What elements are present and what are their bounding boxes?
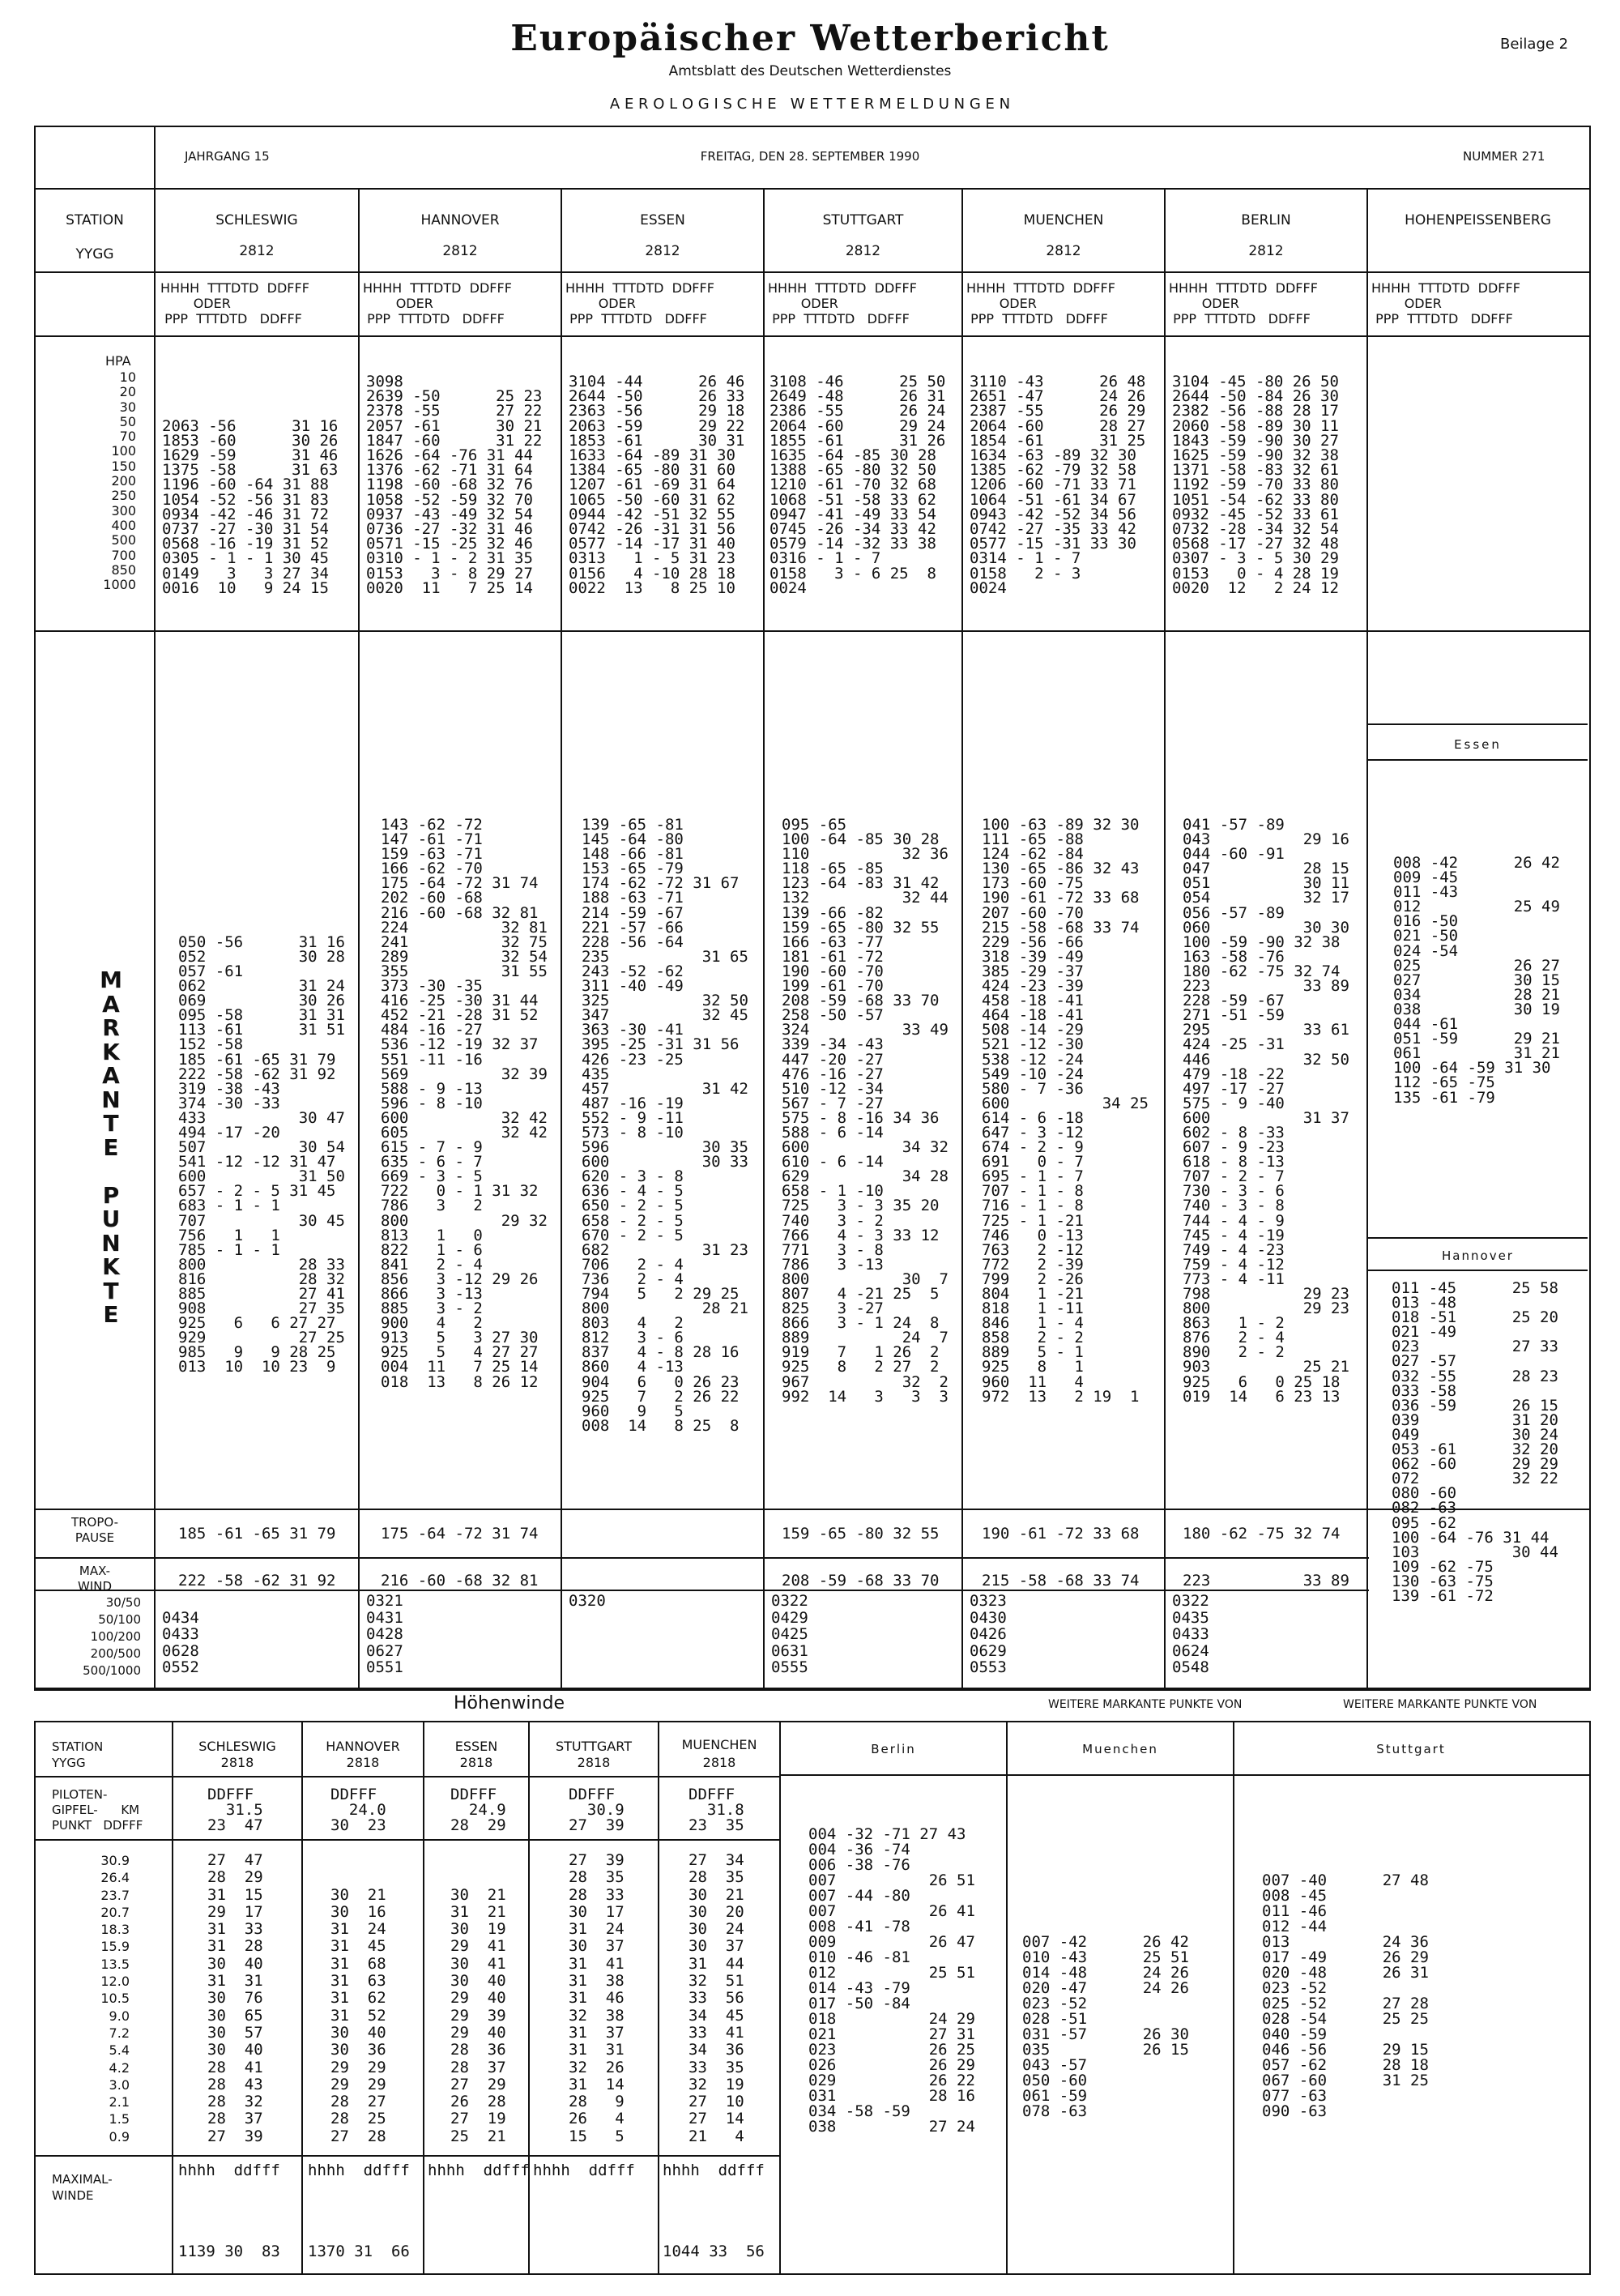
hpa-levels: 10 20 30 50 70 100 150 200 250 300 400 500 700 850 1000: [103, 369, 136, 593]
yygg-label: YYGG: [75, 246, 114, 262]
issue-date: FREITAG, DEN 28. SEPTEMBER 1990: [700, 149, 920, 164]
pilot-label: PILOTEN- GIPFEL- KM PUNKT DDFFF: [52, 1787, 143, 1833]
tropopause-value: 180 -62 -75 32 74: [1183, 1525, 1341, 1543]
layer-thickness: 0320: [569, 1592, 606, 1610]
wind-column-hannover: 30 21 30 16 31 24 31 45 31 68 31 63 31 62 31 52 30 40 30 36 29 29 29 29 28 27 28 25 27 28: [330, 1885, 386, 2145]
jahrgang: JAHRGANG 15: [185, 149, 270, 164]
extra-stuttgart-points: 007 -40 27 48 008 -45 011 -46 012 -44 013 24 36 017 -49 26 29 020 -48 26 31 023 -52 025 -52 27 28 028 -54 25 25 040 -59 046 -56 29 15 057 -62 28 18 067 -60 31 25 077 -63 090 -63: [1262, 1871, 1429, 2120]
further-points-label: WEITERE MARKANTE PUNKTE VON: [1343, 1698, 1537, 1711]
issue-number: NUMMER 271: [1463, 149, 1545, 164]
wind-column-essen: 30 21 31 21 30 19 29 41 30 41 30 40 29 40 29 39 29 40 28 36 28 37 27 29 26 28 27 19 25 21: [450, 1885, 506, 2145]
station-name: ESSEN: [640, 212, 685, 228]
station-yygg: 2812: [239, 243, 275, 259]
hannover-extra-points: 011 -45 25 58 013 -48 018 -51 25 20 021 -49 023 27 33 027 -57 032 -55 28 23 033 -58 036 -59 26 15 039 31 20 049 30 24 053 -61 32 20 062 -60 29 29 072 32 22 080 -60 082 -63 095 -62 100 -64 -76 31 44 103 30 44 109 -62 -75 130 -63 -75 139 -61 -72: [1392, 1279, 1558, 1605]
maxwinds-value: 1139 30 83: [178, 2243, 280, 2260]
hpa-label: HPA: [105, 353, 131, 369]
essen-extra-points: 008 -42 26 42 009 -45 011 -43 012 25 49 016 -50 021 -50 024 -54 025 26 27 027 30 15 034 28 21 038 30 19 044 -61 051 -59 29 21 061 31 21 100 -64 -59 31 30 112 -65 -75 135 -61 -79: [1393, 854, 1560, 1107]
markante-punkte-label: M A R K A N T E P U N K T E: [100, 967, 122, 1328]
winds-station-label: STATION YYGG: [52, 1739, 104, 1770]
extra-berlin-title: Berlin: [871, 1742, 916, 1756]
maxwinds-header: hhhh ddfff: [533, 2162, 635, 2179]
winds-station-name: MUENCHEN: [681, 1737, 757, 1752]
sig-points-hannover: 143 -62 -72 147 -61 -71 159 -63 -71 166 -62 -70 175 -64 -72 31 74 202 -60 -68 216 -60 -68 32 81 224 32 81 241 32 75 289 32 54 355 31 55 373 -30 -35 416 -25 -30 31 44 452 -21 -28 31 52 484 -16 -27 536 -12 -19 32 37 551 -11 -16 569 32 39 588 - 9 -13 596 - 8 -10 600 32 42 605 32 42 615 - 7 - 9 635 - 6 - 7 669 - 3 - 5 722 0 - 1 31 32 786 3 2 800 29 32 813 1 0 822 1 - 6 841 2 - 4 856 3 -12 29 26 866 3 -13 885 3 - 2 900 4 2 913 5 3 27 30 925 5 4 27 27 004 11 7 25 14 018 13 8 26 12: [381, 816, 548, 1391]
height-levels: 30.9 26.4 23.7 20.7 18.3 15.9 13.5 12.0 10.5 9.0 7.2 5.4 4.2 3.0 2.1 1.5 0.9: [100, 1853, 130, 2144]
extra-stuttgart-title: Stuttgart: [1376, 1742, 1446, 1756]
winds-station-yygg: 2818: [346, 1755, 380, 1770]
sig-points-berlin: 041 -57 -89 043 29 16 044 -60 -91 047 28 15 051 30 11 054 32 17 056 -57 -89 060 30 30 100 -59 -90 32 38 163 -58 -76 180 -62 -75 32 74 223 33 89 228 -59 -67 271 -51 -59 295 33 61 424 -25 -31 446 32 50 479 -18 -22 497 -17 -27 575 - 9 -40 600 31 37 602 - 8 -33 607 - 9 -23 618 - 8 -13 707 - 2 - 7 730 - 3 - 6 740 - 3 - 8 744 - 4 - 9 745 - 4 -19 749 - 4 -23 759 - 4 -12 773 - 4 -11 798 29 23 800 29 23 863 1 - 2 876 2 - 4 890 2 - 2 903 25 21 925 6 0 25 18 019 14 6 23 13: [1183, 816, 1349, 1406]
column-header: HHHH TTTDTD DDFFF ODER PPP TTTDTD DDFFF: [1371, 280, 1520, 326]
tropopause-value: 159 -65 -80 32 55: [782, 1525, 940, 1543]
layer-thickness: 0322 0429 0425 0631 0555: [771, 1592, 808, 1676]
maxwinds-value: 1370 31 66: [308, 2243, 410, 2260]
tropopause-label: TROPO- PAUSE: [70, 1515, 119, 1545]
winds-station-yygg: 2818: [459, 1755, 493, 1770]
maxwind-value: 223 33 89: [1183, 1572, 1349, 1590]
maxwind-label: MAX- WIND: [77, 1564, 113, 1594]
column-header: HHHH TTTDTD DDFFF ODER PPP TTTDTD DDFFF: [565, 280, 714, 326]
layer-thickness: 0321 0431 0428 0627 0551: [366, 1592, 403, 1676]
column-header: HHHH TTTDTD DDFFF ODER PPP TTTDTD DDFFF: [768, 280, 917, 326]
beilage-label: Beilage 2: [1500, 36, 1569, 53]
extra-muenchen-points: 007 -42 26 42 010 -43 25 51 014 -48 24 26 020 -47 24 26 023 -52 028 -51 031 -57 26 30 035 26 15 043 -57 050 -60 061 -59 078 -63: [1022, 1933, 1189, 2120]
page-subtitle: Amtsblatt des Deutschen Wetterdienstes: [668, 63, 952, 79]
extra-berlin-points: 004 -32 -71 27 43 004 -36 -74 006 -38 -76 007 26 51 007 -44 -80 007 26 41 008 -41 -78 009 26 47 010 -46 -81 012 25 51 014 -43 -79 017 -50 -84 018 24 29 021 27 31 023 26 25 026 26 29 029 26 22 031 28 16 034 -58 -59 038 27 24: [808, 1825, 975, 2136]
winds-station-name: ESSEN: [454, 1739, 498, 1754]
column-header: HHHH TTTDTD DDFFF ODER PPP TTTDTD DDFFF: [363, 280, 512, 326]
station-yygg: 2812: [645, 243, 680, 259]
maxwinds-header: hhhh ddfff: [308, 2162, 410, 2179]
maxwind-value: 216 -60 -68 32 81: [381, 1572, 539, 1590]
layer-thickness: 0322 0435 0433 0624 0548: [1172, 1592, 1209, 1676]
maxwinds-header: hhhh ddfff: [663, 2162, 765, 2179]
pilot-peak: DDFFF 31.8 23 35: [688, 1786, 744, 1834]
column-header: HHHH TTTDTD DDFFF ODER PPP TTTDTD DDFFF: [1169, 280, 1318, 326]
winds-station-name: HANNOVER: [326, 1739, 400, 1754]
winds-station-yygg: 2818: [702, 1755, 736, 1770]
maxwinds-value: 1044 33 56: [663, 2243, 765, 2260]
sig-points-muenchen: 100 -63 -89 32 30 111 -65 -88 124 -62 -84 130 -65 -86 32 43 173 -60 -75 190 -61 -72 33 68 207 -60 -70 215 -58 -68 33 74 229 -56 -66 318 -39 -49 385 -29 -37 424 -23 -39 458 -18 -41 464 -18 -41 508 -14 -29 521 -12 -30 538 -12 -24 549 -10 -24 580 - 7 -36 600 34 25 614 - 6 -18 647 - 3 -12 674 - 2 - 9 691 0 - 7 695 - 1 - 7 707 - 1 - 8 716 - 1 - 8 725 - 1 -21 746 0 -13 763 2 -12 772 2 -39 799 2 -26 804 1 -21 818 1 -11 846 1 - 4 858 2 - 2 889 5 - 1 925 8 1 960 11 4 972 13 2 19 1: [982, 816, 1149, 1406]
station-name: MUENCHEN: [1023, 212, 1104, 228]
std-levels-stuttgart: 3108 -46 25 50 2649 -48 26 31 2386 -55 26 24 2064 -60 29 24 1855 -61 31 26 1635 -64 -85 30 28 1388 -65 -80 32 50 1210 -61 -70 32 68 1068 -51 -58 33 62 0947 -41 -49 33 54 0745 -26 -34 33 42 0579 -14 -32 33 38 0316 - 1 - 7 0158 3 - 6 25 8 0024: [770, 373, 946, 597]
station-name: STUTTGART: [822, 212, 904, 228]
layer-thickness: 0434 0433 0628 0552: [162, 1608, 199, 1676]
pilot-peak: DDFFF 24.0 30 23: [330, 1786, 386, 1834]
sig-points-schleswig: 050 -56 31 16 052 30 28 057 -61 062 31 24 069 30 26 095 -58 31 31 113 -61 31 51 152 -58 185 -61 -65 31 79 222 -58 -62 31 92 319 -38 -43 374 -30 -33 433 30 47 494 -17 -20 507 30 54 541 -12 -12 31 47 600 31 50 657 - 2 - 5 31 45 683 - 1 - 1 707 30 45 756 1 1 785 - 1 - 1 800 28 33 816 28 32 885 27 41 908 27 35 925 6 6 27 27 929 27 25 985 9 9 28 25 013 10 10 23 9: [178, 932, 345, 1376]
page-title: Europäischer Wetterbericht: [510, 18, 1110, 59]
pilot-peak: DDFFF 30.9 27 39: [569, 1786, 625, 1834]
sig-points-essen: 139 -65 -81 145 -64 -80 148 -66 -81 153 -65 -79 174 -62 -72 31 67 188 -63 -71 214 -59 -67 221 -57 -66 228 -56 -64 235 31 65 243 -52 -62 311 -40 -49 325 32 50 347 32 45 363 -30 -41 395 -25 -31 31 56 426 -23 -25 435 457 31 42 487 -16 -19 552 - 9 -11 573 - 8 -10 596 30 35 600 30 33 620 - 3 - 8 636 - 4 - 5 650 - 2 - 5 658 - 2 - 5 670 - 2 - 5 682 31 23 706 2 - 4 736 2 - 4 794 5 2 29 25 800 28 21 803 4 2 812 3 - 6 837 4 - 8 28 16 860 4 -13 904 6 0 26 23 925 7 2 26 22 960 9 5 008 14 8 25 8: [582, 816, 748, 1435]
pilot-peak: DDFFF 31.5 23 47: [207, 1786, 263, 1834]
winds-station-yygg: 2818: [220, 1755, 254, 1770]
station-yygg: 2812: [1046, 243, 1081, 259]
station-name: BERLIN: [1241, 212, 1291, 228]
maxwinds-label: MAXIMAL- WINDE: [52, 2172, 113, 2203]
station-name: SCHLESWIG: [215, 212, 298, 228]
wind-column-stuttgart: 27 39 28 35 28 33 30 17 31 24 30 37 31 41 31 38 31 46 32 38 31 37 31 31 32 26 31 14 28 9 26 4 15 5: [569, 1851, 625, 2145]
std-levels-schleswig: 2063 -56 31 16 1853 -60 30 26 1629 -59 31 46 1375 -58 31 63 1196 -60 -64 31 88 1054 -52 -56 31 83 0934 -42 -46 31 72 0737 -27 -30 31 54 0568 -16 -19 31 52 0305 - 1 - 1 30 45 0149 3 3 27 34 0016 10 9 24 15: [162, 416, 339, 597]
sig-points-stuttgart: 095 -65 100 -64 -85 30 28 110 32 36 118 -65 -85 123 -64 -83 31 42 132 32 44 139 -66 -82 159 -65 -80 32 55 166 -63 -77 181 -61 -72 190 -60 -70 199 -61 -70 208 -59 -68 33 70 258 -50 -57 324 33 49 339 -34 -43 447 -20 -27 476 -16 -27 510 -12 -34 567 - 7 -27 575 - 8 -16 34 36 588 - 6 -14 600 34 32 610 - 6 -14 629 34 28 658 - 1 -10 725 3 - 3 35 20 740 3 - 2 766 4 - 3 33 12 771 3 - 8 786 3 -13 800 30 7 807 4 -21 25 5 825 3 -27 866 3 - 1 24 8 889 24 7 919 7 1 26 2 925 8 2 27 2 967 32 2 992 14 3 3 3: [782, 816, 949, 1406]
station-yygg: 2812: [442, 243, 478, 259]
winds-title: Höhenwinde: [454, 1693, 565, 1713]
std-levels-muenchen: 3110 -43 26 48 2651 -47 24 26 2387 -55 26 29 2064 -60 28 27 1854 -61 31 25 1634 -63 -89 32 30 1385 -62 -79 32 58 1206 -60 -71 33 71 1064 -51 -61 34 67 0943 -42 -52 34 56 0742 -27 -35 33 42 0577 -15 -31 33 30 0314 - 1 - 7 0158 2 - 3 0024: [970, 373, 1146, 597]
std-levels-berlin: 3104 -45 -80 26 50 2644 -50 -84 26 30 2382 -56 -88 28 17 2060 -58 -89 30 11 1843 -59 -90 30 27 1625 -59 -90 32 38 1371 -58 -83 32 61 1192 -59 -70 33 80 1051 -54 -62 33 80 0932 -45 -52 33 61 0732 -28 -34 32 54 0568 -17 -27 32 48 0307 - 3 - 5 30 29 0153 0 - 4 28 19 0020 12 2 24 12: [1172, 373, 1339, 597]
winds-station-name: SCHLESWIG: [198, 1739, 276, 1754]
maxwind-value: 222 -58 -62 31 92: [178, 1572, 336, 1590]
column-header: HHHH TTTDTD DDFFF ODER PPP TTTDTD DDFFF: [966, 280, 1115, 326]
layers-label: 30/50 50/100 100/200 200/500 500/1000: [83, 1595, 141, 1678]
essen-extra-title: Essen: [1454, 737, 1502, 752]
station-name: HANNOVER: [420, 212, 500, 228]
layer-thickness: 0323 0430 0426 0629 0553: [970, 1592, 1007, 1676]
winds-station-yygg: 2818: [577, 1755, 611, 1770]
section-title: A E R O L O G I S C H E W E T T E R M E L D U N G E N: [609, 96, 1011, 113]
maxwinds-header: hhhh ddfff: [178, 2162, 280, 2179]
column-header: HHHH TTTDTD DDFFF ODER PPP TTTDTD DDFFF: [160, 280, 309, 326]
tropopause-value: 185 -61 -65 31 79: [178, 1525, 336, 1543]
wind-column-schleswig: 27 47 28 29 31 15 29 17 31 33 31 28 30 40 31 31 30 76 30 65 30 57 30 40 28 41 28 43 28 32 28 37 27 39: [207, 1851, 263, 2145]
further-points-label: WEITERE MARKANTE PUNKTE VON: [1048, 1698, 1243, 1711]
std-levels-essen: 3104 -44 26 46 2644 -50 26 33 2363 -56 29 18 2063 -59 29 22 1853 -61 30 31 1633 -64 -89 31 30 1384 -65 -80 31 60 1207 -61 -69 31 64 1065 -50 -60 31 62 0944 -42 -51 32 55 0742 -26 -31 31 56 0577 -14 -17 31 40 0313 1 - 5 31 23 0156 4 -10 28 18 0022 13 8 25 10: [569, 373, 745, 597]
pilot-peak: DDFFF 24.9 28 29: [450, 1786, 506, 1834]
extra-muenchen-title: Muenchen: [1082, 1742, 1158, 1756]
wind-column-muenchen: 27 34 28 35 30 21 30 20 30 24 30 37 31 44 32 51 33 56 34 45 33 41 34 36 33 35 32 19 27 10 27 14 21 4: [688, 1851, 744, 2145]
station-name: HOHENPEISSENBERG: [1405, 212, 1551, 228]
winds-station-name: STUTTGART: [556, 1739, 632, 1754]
std-levels-hannover: 3098 2639 -50 25 23 2378 -55 27 22 2057 -61 30 21 1847 -60 31 22 1626 -64 -76 31 44 1376 -62 -71 31 64 1198 -60 -68 32 76 1058 -52 -59 32 70 0937 -43 -49 32 54 0736 -27 -32 31 46 0571 -15 -25 32 46 0310 - 1 - 2 31 35 0153 3 - 8 29 27 0020 11 7 25 14: [366, 373, 543, 597]
maxwinds-header: hhhh ddfff: [428, 2162, 530, 2179]
station-label: STATION: [66, 212, 124, 228]
tropopause-value: 190 -61 -72 33 68: [982, 1525, 1140, 1543]
maxwind-value: 208 -59 -68 33 70: [782, 1572, 940, 1590]
tropopause-value: 175 -64 -72 31 74: [381, 1525, 539, 1543]
maxwind-value: 215 -58 -68 33 74: [982, 1572, 1140, 1590]
station-yygg: 2812: [1248, 243, 1284, 259]
station-yygg: 2812: [845, 243, 881, 259]
hannover-extra-title: Hannover: [1442, 1248, 1514, 1263]
